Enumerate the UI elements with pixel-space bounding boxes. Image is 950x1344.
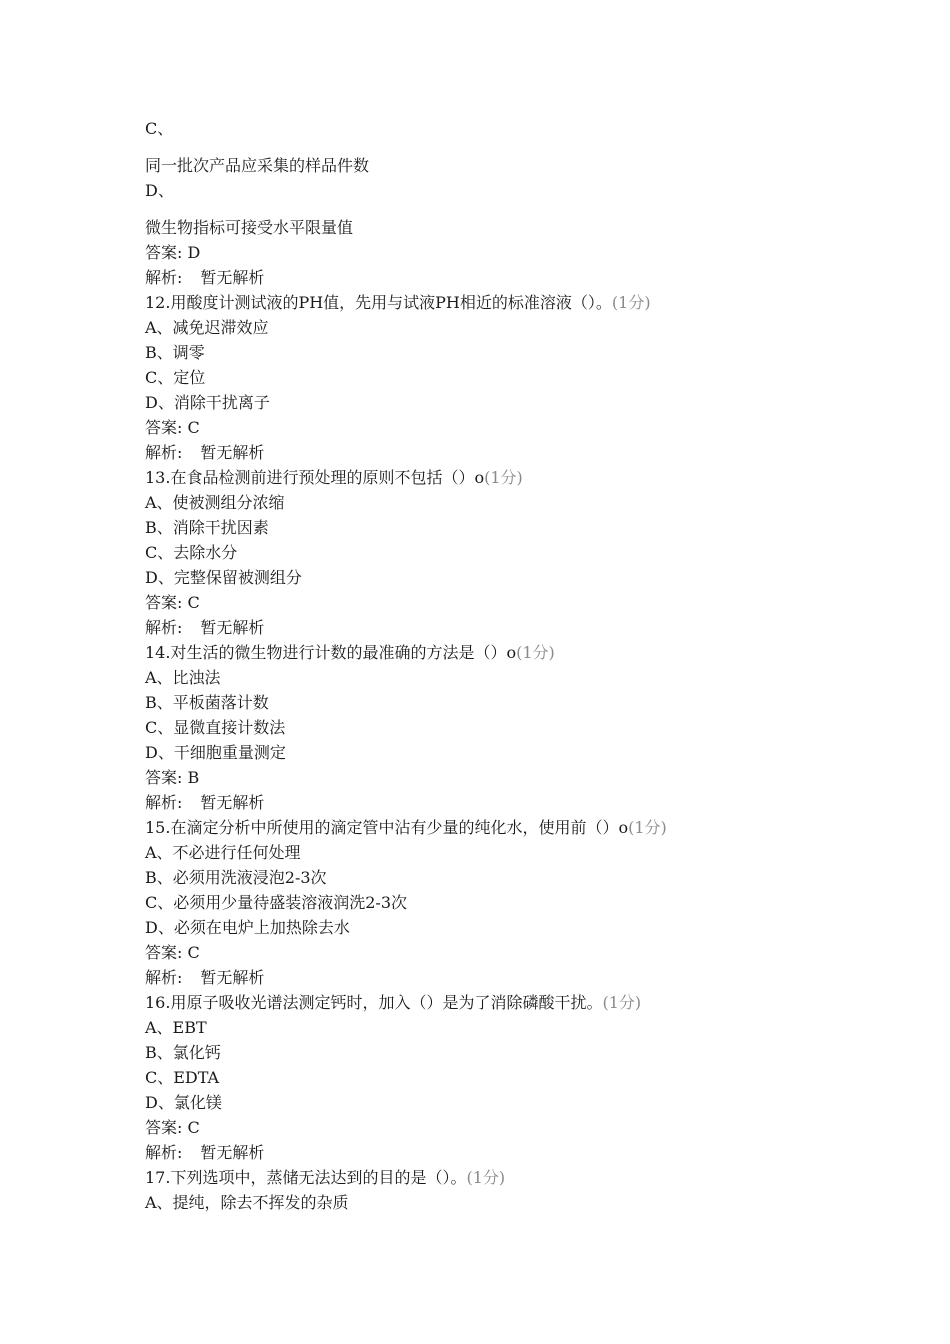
option-d-label: D、 — [145, 181, 174, 200]
question-stem — [145, 290, 905, 315]
analysis-line — [145, 440, 905, 465]
analysis-label: 解析: — [145, 618, 183, 637]
option-d-text: 微生物指标可接受水平限量值 — [145, 218, 354, 237]
option: A、比浊法 — [145, 668, 221, 687]
analysis-line — [145, 615, 905, 640]
question-score: (1分) — [466, 1168, 506, 1187]
option-c-text: 同一批次产品应采集的样品件数 — [145, 156, 370, 175]
question-stem — [145, 640, 905, 665]
question-text: 15.在滴定分析中所使用的滴定管中沾有少量的纯化水，使用前（）o — [145, 818, 629, 837]
answer-line: 答案: C — [145, 1118, 200, 1137]
document-page — [145, 116, 905, 1215]
option: A、减免迟滞效应 — [145, 318, 269, 337]
option: B、调零 — [145, 343, 205, 362]
question-stem — [145, 465, 905, 490]
analysis-text: 暂无解析 — [200, 268, 265, 287]
analysis-text: 暂无解析 — [200, 443, 265, 462]
analysis-label: 解析: — [145, 1143, 183, 1162]
option: D、氯化镁 — [145, 1093, 222, 1112]
option: D、干细胞重量测定 — [145, 743, 286, 762]
option: D、必须在电炉上加热除去水 — [145, 918, 350, 937]
option: A、不必进行任何处理 — [145, 843, 301, 862]
analysis-text: 暂无解析 — [200, 793, 265, 812]
answer-line: 答案: B — [145, 768, 200, 787]
analysis-line — [145, 1140, 905, 1165]
option: A、EBT — [145, 1018, 207, 1037]
option: A、使被测组分浓缩 — [145, 493, 285, 512]
question-text: 13.在食品检测前进行预处理的原则不包括（）o — [145, 468, 485, 487]
analysis-text: 暂无解析 — [200, 1143, 265, 1162]
option: C、必须用少量待盛装溶液润洗2-3次 — [145, 893, 408, 912]
analysis-label: 解析: — [145, 268, 183, 287]
question-text: 16.用原子吸收光谱法测定钙时，加入（）是为了消除磷酸干扰。 — [145, 993, 603, 1012]
answer-line: 答案: D — [145, 243, 201, 262]
question-text: 12.用酸度计测试液的PH值，先用与试液PH相近的标准溶液（）。 — [145, 293, 612, 312]
question-score: (1分) — [516, 643, 555, 662]
analysis-label: 解析: — [145, 793, 183, 812]
option: B、平板菌落计数 — [145, 693, 269, 712]
question-score: (1分) — [484, 468, 523, 487]
option: A、提纯，除去不挥发的杂质 — [145, 1193, 349, 1212]
analysis-line — [145, 790, 905, 815]
analysis-text: 暂无解析 — [200, 618, 265, 637]
option: C、EDTA — [145, 1068, 220, 1087]
answer-line: 答案: C — [145, 593, 200, 612]
question-score: (1分) — [628, 818, 667, 837]
option: B、必须用洗液浸泡2-3次 — [145, 868, 327, 887]
analysis-label: 解析: — [145, 443, 183, 462]
question-stem — [145, 815, 905, 840]
answer-line: 答案: C — [145, 943, 200, 962]
question-text: 14.对生活的微生物进行计数的最准确的方法是（）o — [145, 643, 517, 662]
answer-line: 答案: C — [145, 418, 200, 437]
analysis-line — [145, 265, 905, 290]
option: C、去除水分 — [145, 543, 238, 562]
option: D、消除干扰离子 — [145, 393, 270, 412]
option: B、氯化钙 — [145, 1043, 221, 1062]
question-score: (1分) — [611, 293, 651, 312]
option: C、定位 — [145, 368, 206, 387]
question-stem — [145, 1165, 905, 1190]
question-text: 17.下列选项中，蒸储无法达到的目的是（）。 — [145, 1168, 467, 1187]
option: D、完整保留被测组分 — [145, 568, 302, 587]
option: C、显微直接计数法 — [145, 718, 286, 737]
analysis-text: 暂无解析 — [200, 968, 265, 987]
analysis-line — [145, 965, 905, 990]
analysis-label: 解析: — [145, 968, 183, 987]
option: B、消除干扰因素 — [145, 518, 269, 537]
option-c-label: C、 — [145, 119, 174, 138]
question-score: (1分) — [602, 993, 642, 1012]
question-stem — [145, 990, 905, 1015]
